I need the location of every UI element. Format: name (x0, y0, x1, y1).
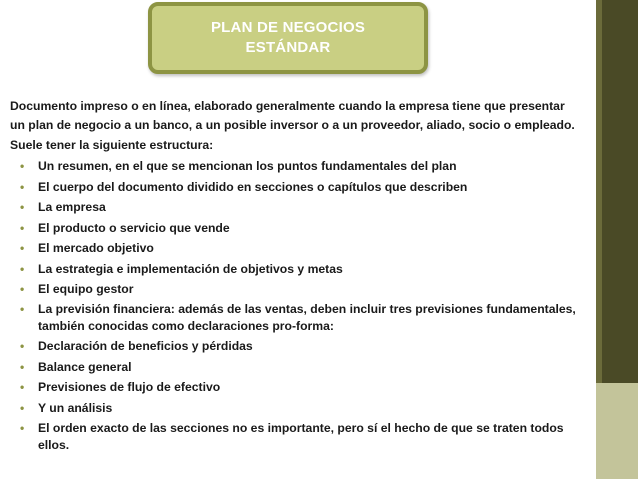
list-item (10, 239, 592, 258)
title-box (148, 2, 428, 74)
title-line-1: PLAN DE NEGOCIOS (210, 19, 366, 36)
list-item-text: El orden exacto de las secciones no es importante, pero sí el hecho de que se traten todos ellos. (38, 420, 564, 453)
structure-list (10, 157, 592, 455)
bullet-icon: • (20, 159, 25, 173)
list-item-text: El cuerpo del documento dividido en secciones o capítulos que describen (38, 179, 468, 194)
bullet-icon: • (20, 200, 25, 215)
list-item (10, 301, 592, 336)
list-item (10, 157, 592, 176)
list-item (10, 280, 592, 299)
list-item (10, 337, 592, 356)
list-item-text: La previsión financiera: además de las ventas, deben incluir tres previsiones fundamentales, también conocidas como declaraciones pro-forma: (38, 301, 576, 334)
side-bar-light-block (596, 383, 638, 479)
bullet-icon: • (20, 282, 25, 297)
list-item (10, 178, 592, 197)
list-item (10, 358, 592, 377)
list-item-text: Balance general (38, 359, 132, 374)
list-item-text: Un resumen, en el que se mencionan los puntos fundamentales del plan (38, 159, 457, 173)
list-item (10, 378, 592, 397)
bullet-icon: • (20, 420, 25, 435)
list-item-text: El mercado objetivo (38, 241, 154, 256)
list-item-text: La empresa (38, 200, 106, 215)
list-item (10, 260, 592, 279)
side-decoration-bar (596, 0, 638, 479)
bullet-icon: • (20, 241, 25, 256)
intro-line-2: un plan de negocio a un banco, a un posible inversor o a un proveedor, aliado, socio o empleado. (10, 118, 575, 132)
bullet-icon: • (20, 261, 25, 276)
title-line-2: ESTÁNDAR (245, 39, 331, 56)
list-item (10, 219, 592, 238)
bullet-icon: • (20, 401, 25, 416)
structure-lead: Suele tener la siguiente estructura: (10, 138, 214, 152)
bullet-icon: • (20, 339, 25, 354)
list-item-text: El producto o servicio que vende (38, 220, 230, 235)
list-item (10, 399, 592, 418)
bullet-icon: • (20, 220, 25, 235)
bullet-icon: • (20, 359, 25, 374)
bullet-icon: • (20, 301, 25, 316)
slide-content (10, 97, 592, 456)
list-item (10, 420, 592, 455)
list-item-text: Declaración de beneficios y pérdidas (38, 339, 253, 354)
list-item-text: Previsiones de flujo de efectivo (38, 380, 221, 395)
bullet-icon: • (20, 380, 25, 395)
list-item-text: El equipo gestor (38, 282, 134, 297)
intro-line-1: Documento impreso o en línea, elaborado generalmente cuando la empresa tiene que presentar (10, 99, 565, 113)
bullet-icon: • (20, 179, 25, 194)
list-item-text: La estrategia e implementación de objetivos y metas (38, 261, 343, 276)
list-item (10, 198, 592, 217)
list-item-text: Y un análisis (38, 401, 113, 416)
